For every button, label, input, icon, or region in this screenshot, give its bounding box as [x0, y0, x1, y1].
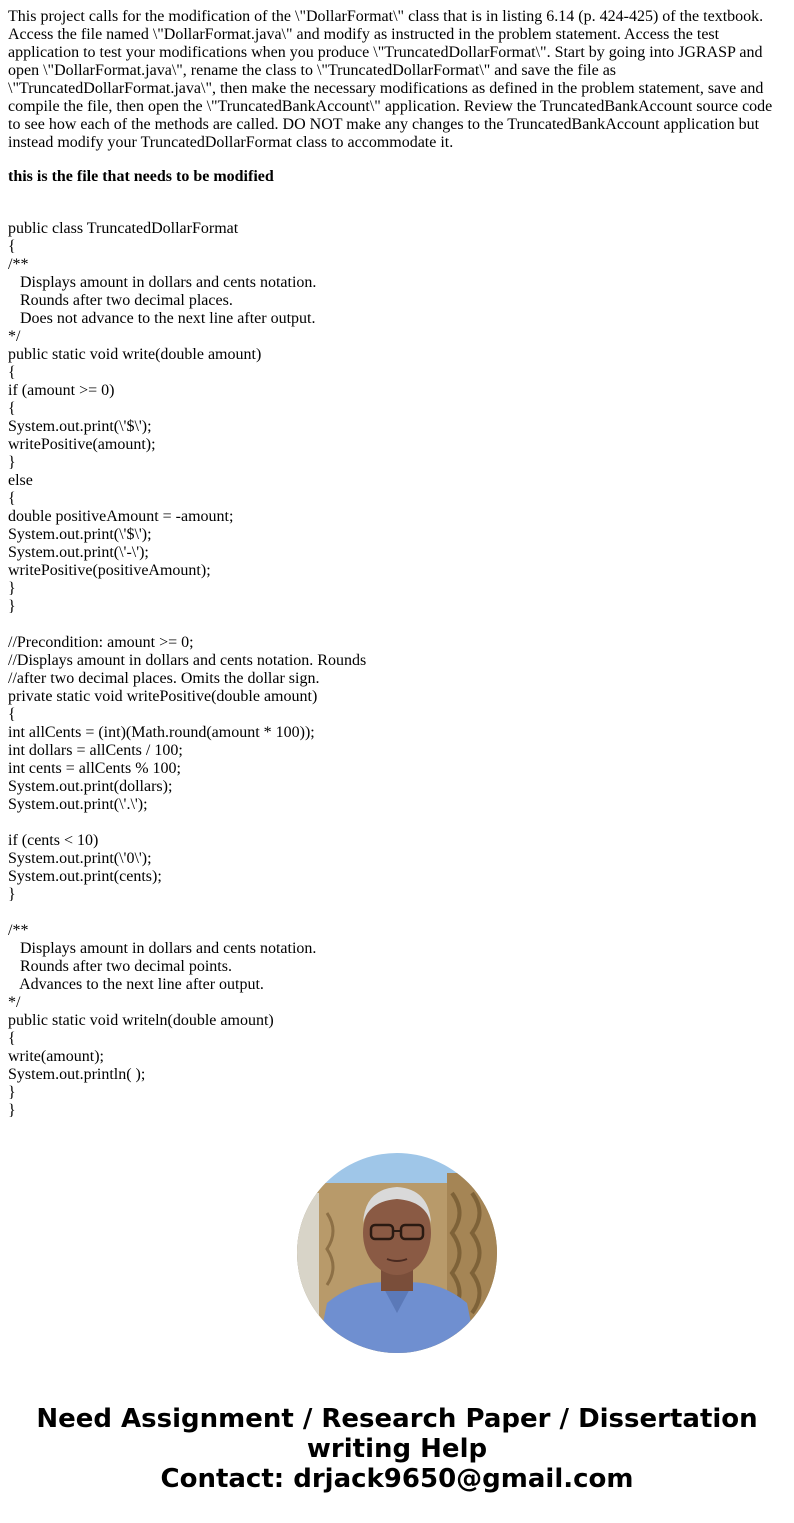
- code-line: if (cents < 10): [8, 832, 99, 849]
- code-line: {: [8, 1030, 16, 1047]
- problem-statement: This project calls for the modification of the \"DollarFormat\" class that is in listing 6.14 (p. 424-425) of the textbook. Access the file named \"DollarFormat.java\" and modify as instructed in the problem statement. Access the test application to test your modifications when you produce \"TruncatedDollarFormat\". Start by going into JGRASP and open \"DollarFormat.java\", rename the class to \"TruncatedDollarFormat\" and save the file as \"TruncatedDollarFormat.java\", then make the necessary modifications as defined in the problem statement, save and compile the file, then open the \"TruncatedBankAccount\" application. Review the TruncatedBankAccount source code to see how each of the methods are called. DO NOT make any changes to the TruncatedBankAccount application but instead modify your TruncatedDollarFormat class to accommodate it.: [8, 8, 773, 151]
- page-content: [8, 8, 786, 1120]
- code-line: {: [8, 238, 16, 255]
- code-listing: [8, 220, 786, 1120]
- code-line: Rounds after two decimal places.: [8, 292, 233, 309]
- footer-contact-line: Contact: drjack9650@gmail.com: [160, 1464, 634, 1494]
- code-line: int cents = allCents % 100;: [8, 760, 181, 777]
- code-line: System.out.print(cents);: [8, 868, 162, 885]
- code-line: //after two decimal places. Omits the dollar sign.: [8, 670, 320, 687]
- code-line: writePositive(positiveAmount);: [8, 562, 211, 579]
- code-line: }: [8, 1084, 16, 1101]
- code-line: /**: [8, 256, 29, 273]
- code-line: System.out.print(\'.\');: [8, 796, 148, 813]
- code-line: //Precondition: amount >= 0;: [8, 634, 194, 651]
- code-line: }: [8, 580, 16, 597]
- code-line: }: [8, 454, 16, 471]
- section-heading: this is the file that needs to be modified: [8, 168, 274, 185]
- contact-footer: [0, 1404, 794, 1494]
- code-line: double positiveAmount = -amount;: [8, 508, 234, 525]
- code-line: else: [8, 472, 33, 489]
- code-line: Advances to the next line after output.: [8, 976, 264, 993]
- code-line: /**: [8, 922, 29, 939]
- code-line: Displays amount in dollars and cents notation.: [8, 940, 317, 957]
- code-line: }: [8, 1102, 16, 1119]
- footer-line-2: writing Help: [306, 1434, 488, 1464]
- code-line: int allCents = (int)(Math.round(amount * 100));: [8, 724, 315, 741]
- code-line: System.out.print(\'$\');: [8, 418, 152, 435]
- code-line: Displays amount in dollars and cents notation.: [8, 274, 317, 291]
- code-line: */: [8, 994, 21, 1011]
- code-line: System.out.println( );: [8, 1066, 146, 1083]
- code-line: System.out.print(\'0\');: [8, 850, 152, 867]
- code-line: int dollars = allCents / 100;: [8, 742, 183, 759]
- code-line: {: [8, 490, 16, 507]
- code-line: private static void writePositive(double amount): [8, 688, 318, 705]
- code-line: */: [8, 328, 21, 345]
- code-line: System.out.print(\'-\');: [8, 544, 149, 561]
- code-line: }: [8, 886, 16, 903]
- code-line: {: [8, 706, 16, 723]
- code-line: [8, 814, 786, 832]
- code-line: {: [8, 400, 16, 417]
- code-line: if (amount >= 0): [8, 382, 115, 399]
- footer-line-1: Need Assignment / Research Paper / Dissertation: [36, 1404, 758, 1434]
- code-line: {: [8, 364, 16, 381]
- code-line: }: [8, 598, 16, 615]
- code-line: write(amount);: [8, 1048, 104, 1065]
- code-line: //Displays amount in dollars and cents notation. Rounds: [8, 652, 367, 669]
- author-photo-avatar: [297, 1153, 497, 1353]
- code-line: writePositive(amount);: [8, 436, 156, 453]
- code-line: Does not advance to the next line after output.: [8, 310, 316, 327]
- code-line: public static void writeln(double amount): [8, 1012, 274, 1029]
- code-line: System.out.print(dollars);: [8, 778, 173, 795]
- code-line: public static void write(double amount): [8, 346, 262, 363]
- code-line: [8, 616, 786, 634]
- code-line: Rounds after two decimal points.: [8, 958, 232, 975]
- code-line: [8, 904, 786, 922]
- code-line: System.out.print(\'$\');: [8, 526, 152, 543]
- code-line: public class TruncatedDollarFormat: [8, 220, 239, 237]
- person-photo-icon: [297, 1153, 497, 1353]
